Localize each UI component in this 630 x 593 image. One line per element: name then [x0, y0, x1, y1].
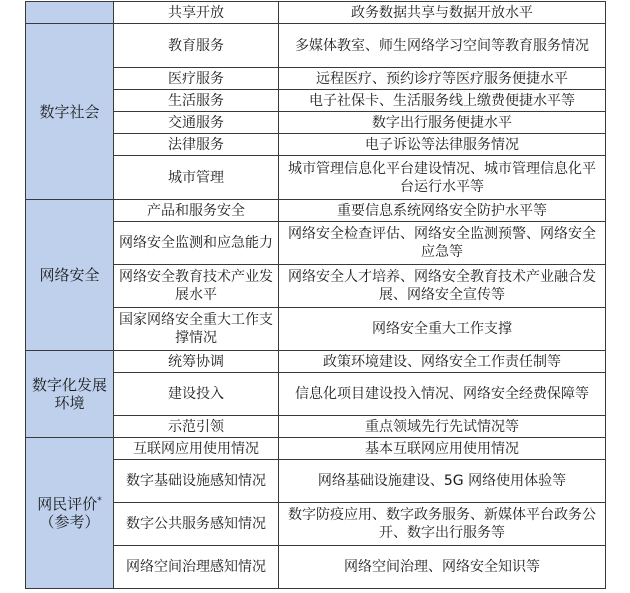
- subcategory-cell: 医疗服务: [114, 68, 279, 90]
- subcategory-cell: 教育服务: [114, 24, 279, 68]
- description-cell: 多媒体教室、师生网络学习空间等教育服务情况: [279, 24, 606, 68]
- category-cell-cyber-security: 网络安全: [26, 200, 114, 351]
- subcategory-cell: 建设投入: [114, 373, 279, 416]
- subcategory-cell: 示范引领: [114, 416, 279, 438]
- category-note: （参考）: [39, 513, 100, 531]
- description-cell: 电子社保卡、生活服务线上缴费便捷水平等: [279, 90, 606, 112]
- table-row: [26, 200, 606, 222]
- description-cell: 网络安全人才培养、网络安全教育技术产业融合发展、网络安全宣传等: [279, 265, 606, 308]
- footnote-mark: *: [97, 496, 102, 506]
- description-cell: 重点领域先行先试情况等: [279, 416, 606, 438]
- subcategory-cell: 交通服务: [114, 112, 279, 134]
- description-cell: 网络安全检查评估、网络安全监测预警、网络安全应急等: [279, 222, 606, 265]
- description-cell: 信息化项目建设投入情况、网络安全经费保障等: [279, 373, 606, 416]
- indicator-table: [25, 1, 606, 589]
- subcategory-cell: 共享开放: [114, 2, 279, 24]
- category-label: 网民评价: [37, 495, 98, 513]
- category-cell-development-environment: 数字化发展环境: [26, 351, 114, 438]
- description-cell: 网络基础设施建设、5G 网络使用体验等: [279, 460, 606, 503]
- subcategory-cell: 网络空间治理感知情况: [114, 546, 279, 589]
- subcategory-cell: 法律服务: [114, 134, 279, 156]
- subcategory-cell: 网络安全教育技术产业发展水平: [114, 265, 279, 308]
- description-cell: 重要信息系统网络安全防护水平等: [279, 200, 606, 222]
- description-cell: 数字出行服务便捷水平: [279, 112, 606, 134]
- subcategory-cell: 数字公共服务感知情况: [114, 503, 279, 546]
- subcategory-cell: 产品和服务安全: [114, 200, 279, 222]
- table-row: [26, 438, 606, 460]
- description-cell: 远程医疗、预约诊疗等医疗服务便捷水平: [279, 68, 606, 90]
- table-row: [26, 351, 606, 373]
- description-cell: 政务数据共享与数据开放水平: [279, 2, 606, 24]
- category-cell-netizen-evaluation: [26, 438, 114, 589]
- subcategory-cell: 城市管理: [114, 156, 279, 200]
- description-cell: 基本互联网应用使用情况: [279, 438, 606, 460]
- description-cell: 网络空间治理、网络安全知识等: [279, 546, 606, 589]
- description-cell: 网络安全重大工作支撑: [279, 308, 606, 351]
- description-cell: 城市管理信息化平台建设情况、城市管理信息化平台运行水平等: [279, 156, 606, 200]
- description-cell: 政策环境建设、网络安全工作责任制等: [279, 351, 606, 373]
- subcategory-cell: 统筹协调: [114, 351, 279, 373]
- description-cell: 电子诉讼等法律服务情况: [279, 134, 606, 156]
- description-cell: 数字防疫应用、数字政务服务、新媒体平台政务公开、数字出行服务等: [279, 503, 606, 546]
- subcategory-cell: 数字基础设施感知情况: [114, 460, 279, 503]
- subcategory-cell: 互联网应用使用情况: [114, 438, 279, 460]
- subcategory-cell: 网络安全监测和应急能力: [114, 222, 279, 265]
- category-cell-continued: [26, 2, 114, 24]
- table-row: [26, 24, 606, 68]
- category-cell-digital-society: 数字社会: [26, 24, 114, 200]
- subcategory-cell: 生活服务: [114, 90, 279, 112]
- table-row: [26, 2, 606, 24]
- subcategory-cell: 国家网络安全重大工作支撑情况: [114, 308, 279, 351]
